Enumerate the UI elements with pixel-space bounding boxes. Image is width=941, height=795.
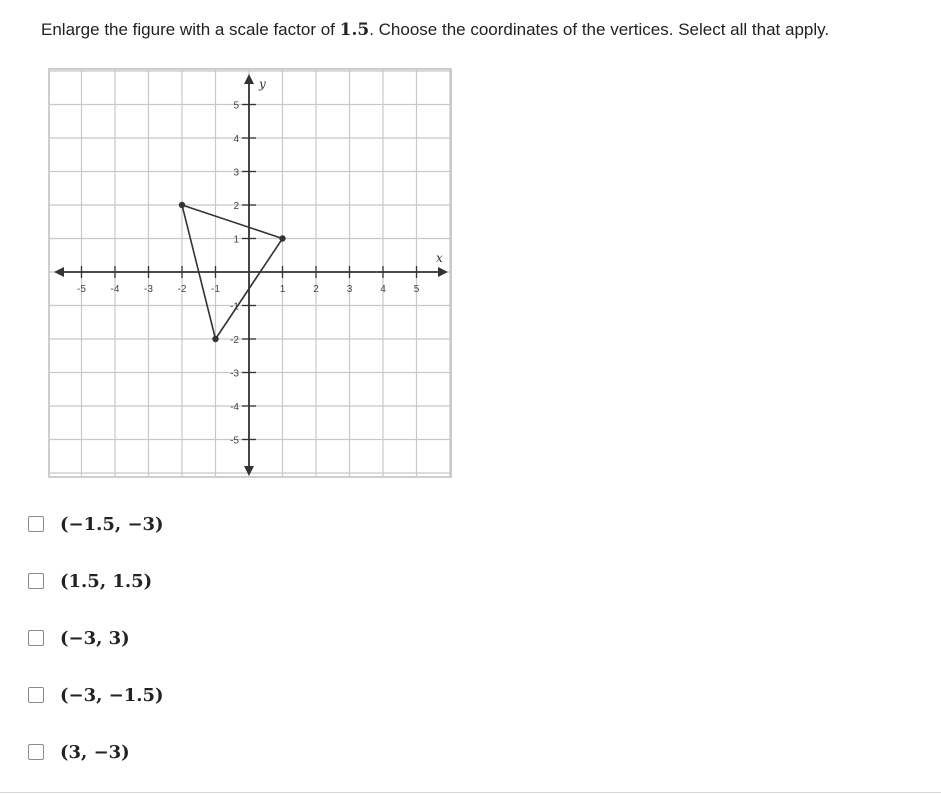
vertex-point [279,235,285,241]
x-tick-label: -2 [177,284,187,295]
answer-option-3[interactable] [28,622,130,654]
x-tick-label: 1 [279,284,286,295]
x-tick-label: 5 [413,284,420,295]
checkbox[interactable] [28,687,44,703]
x-axis-label: x [436,251,443,265]
answer-option-4[interactable] [28,679,164,711]
y-tick-label: -5 [230,435,239,447]
answer-option-label: (−3, 3) [60,627,130,649]
y-tick-label: -2 [230,335,239,346]
vertex-point [212,336,218,342]
answer-option-label: (−3, −1.5) [60,684,164,706]
y-axis-label: y [259,77,266,91]
vertex-point [179,202,185,208]
y-tick-label: -1 [230,301,239,313]
x-tick-label: -4 [110,284,120,295]
graph-border [49,69,451,477]
y-tick-label: -4 [230,402,239,413]
scale-factor: 1.5 [339,20,370,40]
answer-option-label: (1.5, 1.5) [60,570,153,592]
checkbox[interactable] [28,744,44,760]
x-tick-label: -3 [144,284,153,295]
coordinate-graph [48,68,452,478]
question-prompt [41,20,829,40]
y-tick-label: 4 [233,134,239,145]
answer-option-5[interactable] [28,736,130,768]
y-tick-label: 3 [233,167,239,179]
divider [0,792,941,793]
y-tick-label: 5 [233,100,239,112]
checkbox[interactable] [28,630,44,646]
checkbox[interactable] [28,516,44,532]
answer-option-label: (−1.5, −3) [60,513,164,535]
x-tick-label: 4 [380,284,386,295]
coordinate-plane [48,68,452,478]
checkbox[interactable] [28,573,44,589]
question-prefix: Enlarge the figure with a scale factor of [41,20,335,39]
x-tick-label: 3 [346,284,353,295]
answer-option-2[interactable] [28,565,152,597]
x-tick-label: 2 [313,284,319,295]
x-tick-label: -1 [211,284,220,295]
y-tick-label: 2 [233,201,239,212]
y-tick-label: -3 [230,368,239,380]
answer-option-1[interactable] [28,508,164,540]
x-tick-label: -5 [77,284,86,295]
question-suffix: . Choose the coordinates of the vertices. Select all that apply. [369,20,830,39]
y-tick-label: 1 [233,234,239,246]
answer-option-label: (3, −3) [60,741,130,763]
